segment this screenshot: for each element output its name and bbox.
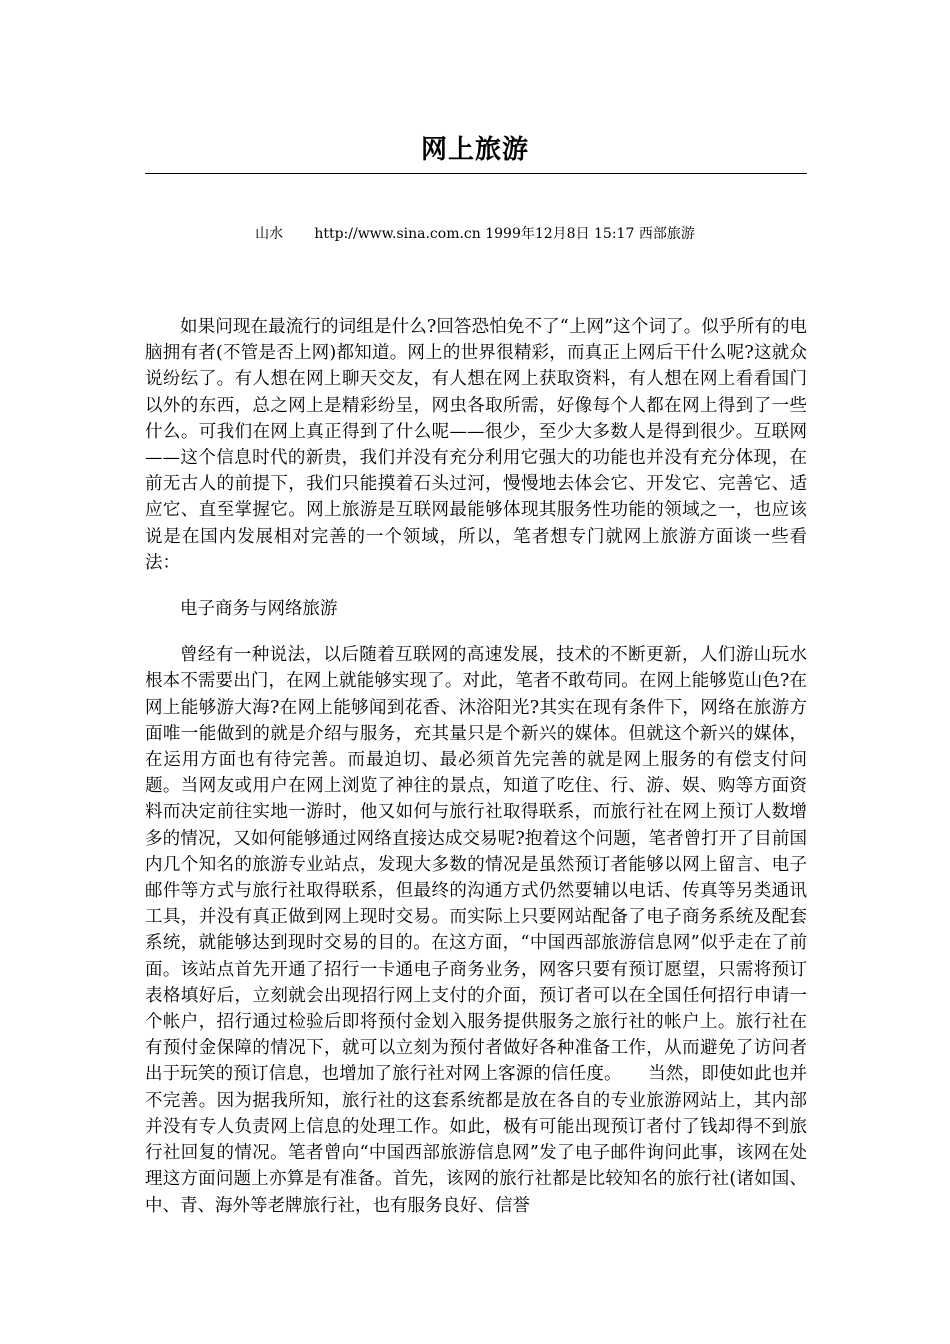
article-body: [145, 314, 807, 1219]
page-title: 网上旅游: [420, 135, 529, 165]
title-divider: [145, 173, 807, 174]
byline: 山水 http://www.sina.com.cn 1999年12月8日 15:17 西部旅游: [255, 226, 695, 242]
paragraph-ecommerce: 曾经有一种说法，以后随着互联网的高速发展，技术的不断更新，人们游山玩水根本不需要出门，在网上就能够实现了。对此，笔者不敢苟同。在网上能够览山色?在网上能够游大海?在网上能够闻到花香、沐浴阳光?其实在现有条件下，网络在旅游方面唯一能做到的就是介绍与服务，充其量只是个新兴的媒体。但就这个新兴的媒体，在运用方面也有待完善。而最迫切、最必须首先完善的就是网上服务的有偿支付问题。当网友或用户在网上浏览了神往的景点，知道了吃住、行、游、娱、购等方面资料而决定前往实地一游时，他又如何与旅行社取得联系，而旅行社在网上预订人数增多的情况，又如何能够通过网络直接达成交易呢?抱着这个问题，笔者曾打开了目前国内几个知名的旅游专业站点，发现大多数的情况是虽然预订者能够以网上留言、电子邮件等方式与旅行社取得联系，但最终的沟通方式仍然要辅以电话、传真等另类通讯工具，并没有真正做到网上现时交易。而实际上只要网站配备了电子商务系统及配套系统，就能够达到现时交易的目的。在这方面，“中国西部旅游信息网”似乎走在了前面。该站点首先开通了招行一卡通电子商务业务，网客只要有预订愿望，只需将预订表格填好后，立刻就会出现招行网上支付的介面，预订者可以在全国任何招行申请一个帐户，招行通过检验后即将预付金划入服务提供服务之旅行社的帐户上。旅行社在有预付金保障的情况下，就可以立刻为预付者做好各种准备工作，从而避免了访问者出于玩笑的预订信息，也增加了旅行社对网上客源的信任度。 当然，即使如此也并不完善。因为据我所知，旅行社的这套系统都是放在各自的专业旅游网站上，其内部并没有专人负责网上信息的处理工作。如此，极有可能出现预订者付了钱却得不到旅行社回复的情况。笔者曾向“中国西部旅游信息网”发了电子邮件询问此事，该网在处理这方面问题上亦算是有准备。首先，该网的旅行社都是比较知名的旅行社(诸如国、中、青、海外等老牌旅行社，也有服务良好、信誉: [145, 645, 807, 1216]
section-heading: 电子商务与网络旅游: [180, 599, 338, 620]
paragraph-intro: 如果问现在最流行的词组是什么?回答恐怕免不了“上网”这个词了。似乎所有的电脑拥有者(不管是否上网)都知道。网上的世界很精彩，而真正上网后干什么呢?这就众说纷纭了。有人想在网上聊天交友，有人想在网上获取资料，有人想在网上看看国门以外的东西，总之网上是精彩纷呈，网虫各取所需，好像每个人都在网上得到了一些什么。可我们在网上真正得到了什么呢——很少，至少大多数人是得到很少。互联网——这个信息时代的新贵，我们并没有充分利用它强大的功能也并没有充分体现，在前无古人的前提下，我们只能摸着石头过河，慢慢地去体会它、开发它、完善它、适应它、直至掌握它。网上旅游是互联网最能够体现其服务性功能的领域之一，也应该说是在国内发展相对完善的一个领域，所以，笔者想专门就网上旅游方面谈一些看法：: [145, 317, 807, 573]
